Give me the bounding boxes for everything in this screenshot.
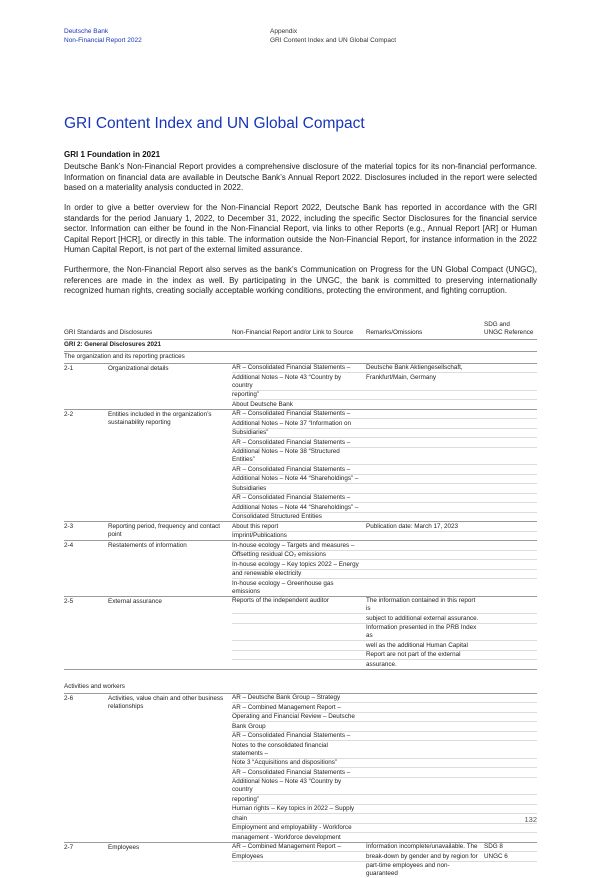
remarks-line	[366, 475, 484, 484]
remarks-line	[366, 814, 484, 823]
table-row	[64, 540, 537, 596]
source-line: and renewable electricity	[232, 570, 302, 578]
remarks-line	[366, 759, 484, 768]
sdg-ungc-line	[484, 513, 536, 522]
table-body	[64, 339, 537, 878]
table-line-row	[232, 805, 537, 815]
table-row	[64, 409, 537, 522]
remarks-line	[366, 795, 484, 804]
remarks-line: break-down by gender and by region for	[366, 852, 478, 860]
remarks-line: Information presented in the PRB Index as	[366, 624, 477, 640]
sdg-ungc-line	[484, 419, 536, 428]
source-line: Operating and Financial Review – Deutsche	[232, 713, 355, 721]
remarks-line	[366, 732, 484, 741]
sdg-ungc-line	[484, 805, 536, 814]
table-line-row	[232, 484, 537, 494]
sdg-ungc-line	[484, 541, 536, 550]
sdg-ungc-line	[484, 597, 536, 614]
remarks-line	[366, 541, 484, 550]
remarks-line	[366, 741, 484, 758]
sdg-ungc-line	[484, 494, 536, 503]
remarks-line: Information incomplete/unavailable. The	[366, 843, 478, 851]
source-line: AR – Consolidated Financial Statements –	[232, 410, 351, 418]
table-line-row	[232, 465, 537, 475]
sdg-ungc-line	[484, 768, 536, 777]
gri-disclosure-title: Entities included in the organization’s sustainability reporting	[108, 410, 212, 426]
source-line: AR – Deutsche Bank Group – Strategy	[232, 694, 341, 702]
table-line-row	[232, 814, 537, 824]
source-line: About Deutsche Bank	[232, 400, 293, 408]
remarks-line	[366, 722, 484, 731]
source-line	[232, 660, 366, 669]
remarks-line	[366, 694, 484, 703]
source-line: Notes to the consolidated financial statements –	[232, 741, 328, 757]
table-line-row	[232, 660, 537, 669]
remarks-line	[366, 494, 484, 503]
remarks-line	[366, 484, 484, 493]
table-line-row	[232, 651, 537, 661]
source-line: Imprint/Publications	[232, 532, 287, 540]
remarks-line	[366, 465, 484, 474]
source-line: AR – Consolidated Financial Statements –	[232, 732, 351, 740]
sdg-ungc-line	[484, 741, 536, 758]
row-line-area	[232, 522, 537, 540]
source-line: In-house ecology – Greenhouse gas emissions	[232, 579, 334, 595]
remarks-line	[366, 703, 484, 712]
gri-disclosure-title: Restatements of information	[108, 542, 187, 550]
table-line-row	[232, 795, 537, 805]
table-line-row	[232, 722, 537, 732]
remarks-line	[366, 805, 484, 814]
report-title: Non-Financial Report 2022	[64, 36, 142, 44]
sdg-ungc-line	[484, 614, 536, 623]
gri-disclosure-title: Employees	[108, 843, 140, 851]
table-group-row: The organization and its reporting practices	[64, 351, 537, 363]
foundation-heading: GRI 1 Foundation in 2021	[64, 150, 161, 160]
sdg-ungc-line	[484, 503, 536, 512]
table-line-row	[232, 373, 537, 391]
brand-name: Deutsche Bank	[64, 28, 109, 35]
sdg-ungc-line	[484, 551, 536, 560]
sdg-ungc-line	[484, 400, 536, 409]
sdg-ungc-line	[484, 522, 536, 531]
table-line-row	[232, 778, 537, 796]
sdg-ungc-line	[484, 833, 536, 842]
source-line: Subsidiaries”	[232, 429, 269, 437]
table-line-row	[232, 513, 537, 522]
row-line-area	[232, 541, 537, 596]
source-line: AR – Consolidated Financial Statements –	[232, 494, 351, 502]
source-line	[232, 651, 366, 660]
sdg-ungc-line	[484, 862, 536, 878]
sdg-ungc-line	[484, 722, 536, 731]
remarks-line: Deutsche Bank Aktiengesellschaft,	[366, 364, 463, 372]
source-line: AR – Consolidated Financial Statements –	[232, 768, 351, 776]
source-line: Employment and employability - Workforce	[232, 824, 352, 832]
sdg-ungc-line	[484, 465, 536, 474]
sdg-ungc-line: SDG 8	[484, 843, 503, 851]
gri-disclosure-id: 2-3	[64, 523, 74, 531]
source-line: AR – Consolidated Financial Statements –	[232, 364, 351, 372]
sdg-ungc-line	[484, 438, 536, 447]
source-line: Note 3 “Acquisitions and dispositions”	[232, 759, 338, 767]
sdg-ungc-line	[484, 641, 536, 650]
gri-disclosure-id: 2-5	[64, 597, 74, 605]
gri-content-index-table	[64, 321, 537, 878]
table-row	[64, 596, 537, 670]
col-header-remarks: Remarks/Omissions	[366, 328, 423, 336]
source-line: Employees	[232, 852, 264, 860]
table-line-row	[232, 713, 537, 723]
remarks-line: The information contained in this report is	[366, 597, 476, 613]
page-header	[64, 28, 537, 45]
table-line-row	[232, 579, 537, 596]
intro-paragraph-2: In order to give a better overview for the Non-Financial Report 2022, Deutsche Bank has reported in accordance with the GRI standards for the period January 1, 2022, to December 31, 2022, including the specific Sector Disclosures for the financial service sector. Information can either be found in the Non-Financial Report, via links to other Reports (e.g., Annual Report [AR] or Human Capital Report [HCR], or directly in this table. The information outside the Non-Financial Report, for instance information in the 2022 Human Capital Report, is not part of the external limited assurance.	[64, 203, 537, 255]
table-group-row: Activities and workers	[64, 682, 125, 690]
sdg-ungc-line	[484, 795, 536, 804]
table-line-row	[232, 494, 537, 504]
sdg-ungc-line	[484, 560, 536, 569]
remarks-line	[366, 560, 484, 569]
sdg-ungc-line: UNGC 6	[484, 852, 508, 860]
chapter-section-label: Appendix	[270, 28, 298, 35]
remarks-line: part-time employees and non-guaranteed	[366, 862, 450, 878]
sdg-ungc-line	[484, 759, 536, 768]
remarks-line: subject to additional external assurance.	[366, 614, 479, 622]
col-header-gri-standards: GRI Standards and Disclosures	[64, 328, 153, 336]
source-line: AR – Combined Management Report –	[232, 843, 341, 851]
remarks-line	[366, 713, 484, 722]
remarks-line	[366, 419, 484, 428]
source-line: Bank Group	[232, 722, 266, 730]
source-line: AR – Consolidated Financial Statements –	[232, 438, 351, 446]
table-line-row	[232, 391, 537, 401]
source-line: reporting”	[232, 795, 259, 803]
source-line	[232, 624, 366, 641]
sdg-ungc-line	[484, 532, 536, 541]
source-line: Additional Notes – Note 43 “Country by country	[232, 778, 342, 794]
source-line: Subsidiaries	[232, 484, 267, 492]
gri-disclosure-id: 2-1	[64, 364, 74, 372]
table-group-row: GRI 2: General Disclosures 2021	[64, 339, 537, 351]
gri-disclosure-title: Activities, value chain and other business relationships	[108, 694, 224, 710]
remarks-line	[366, 438, 484, 447]
remarks-line: Frankfurt/Main, Germany	[366, 373, 436, 381]
remarks-line	[366, 833, 484, 842]
intro-section	[64, 150, 537, 296]
table-line-row	[232, 641, 537, 651]
sdg-ungc-line	[484, 448, 536, 465]
remarks-line	[366, 570, 484, 579]
table-line-row	[232, 551, 537, 561]
row-line-area	[232, 597, 537, 669]
sdg-ungc-line	[484, 651, 536, 660]
source-line: reporting”	[232, 391, 259, 399]
table-line-row	[232, 741, 537, 759]
gri-disclosure-id: 2-4	[64, 542, 74, 550]
col-header-sdg-line2: UNGC Reference	[484, 328, 534, 336]
row-line-area	[232, 364, 537, 409]
remarks-line	[366, 400, 484, 409]
source-line: Reports of the independent auditor	[232, 597, 329, 605]
source-line: management - Workforce development	[232, 833, 341, 841]
table-line-row	[232, 541, 537, 551]
source-line: chain	[232, 814, 248, 822]
table-line-row	[232, 410, 537, 420]
sdg-ungc-line	[484, 713, 536, 722]
remarks-line	[366, 768, 484, 777]
remarks-line	[366, 778, 484, 795]
source-line: Consolidated Structured Entities	[232, 513, 322, 521]
sdg-ungc-line	[484, 364, 536, 373]
sdg-ungc-line	[484, 373, 536, 390]
row-line-area	[232, 410, 537, 522]
remarks-line: Publication date: March 17, 2023	[366, 522, 459, 530]
remarks-line: well as the additional Human Capital	[366, 641, 468, 649]
sdg-ungc-line	[484, 732, 536, 741]
source-line	[232, 614, 366, 623]
source-line	[232, 641, 366, 650]
table-row	[64, 693, 537, 842]
table-line-row	[232, 532, 537, 541]
remarks-line	[366, 503, 484, 512]
table-line-row	[232, 768, 537, 778]
intro-paragraph-3: Furthermore, the Non-Financial Report also serves as the bank’s Communication on Progress for the UN Global Compact (UNGC), references are made in the index as well. By participating in the UNGC, the bank is committed to preserving internationally recognized human rights, creating socially acceptable working conditions, protecting the environment, and fighting corruption.	[64, 265, 537, 296]
col-header-sdg-ungc	[484, 321, 536, 337]
sdg-ungc-line	[484, 694, 536, 703]
sdg-ungc-line	[484, 824, 536, 833]
table-line-row	[232, 824, 537, 834]
gri-disclosure-title: External assurance	[108, 597, 162, 605]
table-line-row	[232, 503, 537, 513]
chapter-reference	[270, 28, 396, 45]
row-line-area	[232, 694, 537, 842]
remarks-line: Report are not part of the external	[366, 651, 461, 659]
table-line-row	[232, 732, 537, 742]
remarks-line	[366, 532, 484, 541]
table-line-row	[232, 694, 537, 704]
table-line-row	[232, 438, 537, 448]
col-header-source: Non-Financial Report and/or Link to Source	[232, 328, 354, 336]
table-line-row	[232, 560, 537, 570]
table-line-row	[232, 570, 537, 580]
table-line-row	[232, 364, 537, 374]
chapter-page-label: GRI Content Index and UN Global Compact	[270, 36, 397, 44]
source-line: AR – Combined Management Report –	[232, 703, 341, 711]
gri-disclosure-id: 2-6	[64, 694, 74, 702]
source-line	[232, 862, 366, 878]
table-line-row	[232, 522, 537, 532]
sdg-ungc-line	[484, 484, 536, 493]
source-line: In-house ecology – Key topics 2022 – Energy	[232, 560, 359, 568]
table-header-row	[64, 321, 537, 339]
source-line: About this report	[232, 522, 279, 530]
table-line-row	[232, 597, 537, 615]
table-line-row	[232, 419, 537, 429]
table-line-row	[232, 852, 537, 862]
gri-disclosure-title: Organizational details	[108, 364, 169, 372]
remarks-line	[366, 429, 484, 438]
source-line: In-house ecology – Targets and measures –	[232, 541, 355, 549]
table-line-row	[232, 475, 537, 485]
table-line-row	[232, 759, 537, 769]
remarks-line	[366, 551, 484, 560]
gri-disclosure-id: 2-7	[64, 843, 74, 851]
remarks-line	[366, 391, 484, 400]
source-line: Additional Notes – Note 44 “Shareholdings” –	[232, 503, 359, 511]
table-line-row	[232, 614, 537, 624]
gri-disclosure-id: 2-2	[64, 410, 74, 418]
table-line-row	[232, 703, 537, 713]
gri-disclosure-title: Reporting period, frequency and contact point	[108, 523, 221, 539]
remarks-line	[366, 410, 484, 419]
sdg-ungc-line	[484, 429, 536, 438]
sdg-ungc-line	[484, 624, 536, 641]
source-line: Human rights – Key topics in 2022 – Supply	[232, 805, 355, 813]
source-line: Additional Notes – Note 44 “Shareholdings” –	[232, 475, 359, 483]
remarks-line	[366, 824, 484, 833]
sdg-ungc-line	[484, 570, 536, 579]
sdg-ungc-line	[484, 660, 536, 669]
source-line: Additional Notes – Note 38 “Structured Entities”	[232, 448, 340, 464]
sdg-ungc-line	[484, 475, 536, 484]
remarks-line	[366, 579, 484, 596]
source-line: AR – Consolidated Financial Statements –	[232, 465, 351, 473]
remarks-line: assurance.	[366, 660, 397, 668]
table-line-row	[232, 448, 537, 466]
remarks-line	[366, 448, 484, 465]
sdg-ungc-line	[484, 579, 536, 596]
source-line: Additional Notes – Note 37 “Information on	[232, 419, 352, 427]
table-row	[64, 363, 537, 409]
col-header-sdg-line1: SDG and	[484, 320, 510, 328]
source-line: Additional Notes – Note 43 “Country by country	[232, 373, 342, 389]
table-line-row	[232, 862, 537, 878]
table-line-row	[232, 400, 537, 409]
report-brand	[64, 28, 270, 45]
table-line-row	[232, 833, 537, 842]
sdg-ungc-line	[484, 778, 536, 795]
sdg-ungc-line	[484, 391, 536, 400]
page-number: 132	[524, 815, 537, 824]
table-line-row	[232, 843, 537, 853]
sdg-ungc-line	[484, 703, 536, 712]
source-line: Offsetting residual CO₂ emissions	[232, 551, 327, 559]
remarks-line	[366, 513, 484, 522]
table-row	[64, 521, 537, 540]
table-row	[64, 842, 537, 878]
table-line-row	[232, 624, 537, 642]
sdg-ungc-line	[484, 410, 536, 419]
page-title: GRI Content Index and UN Global Compact	[64, 115, 365, 133]
table-line-row	[232, 429, 537, 439]
intro-paragraph-1: Deutsche Bank’s Non-Financial Report provides a comprehensive disclosure of the material topics for its non-financial performance. Information on financial data are available in Deutsche Bank’s Annual Report 2022. Disclosures included in the report were selected based on a materiality analysis conducted in 2022.	[64, 162, 537, 192]
